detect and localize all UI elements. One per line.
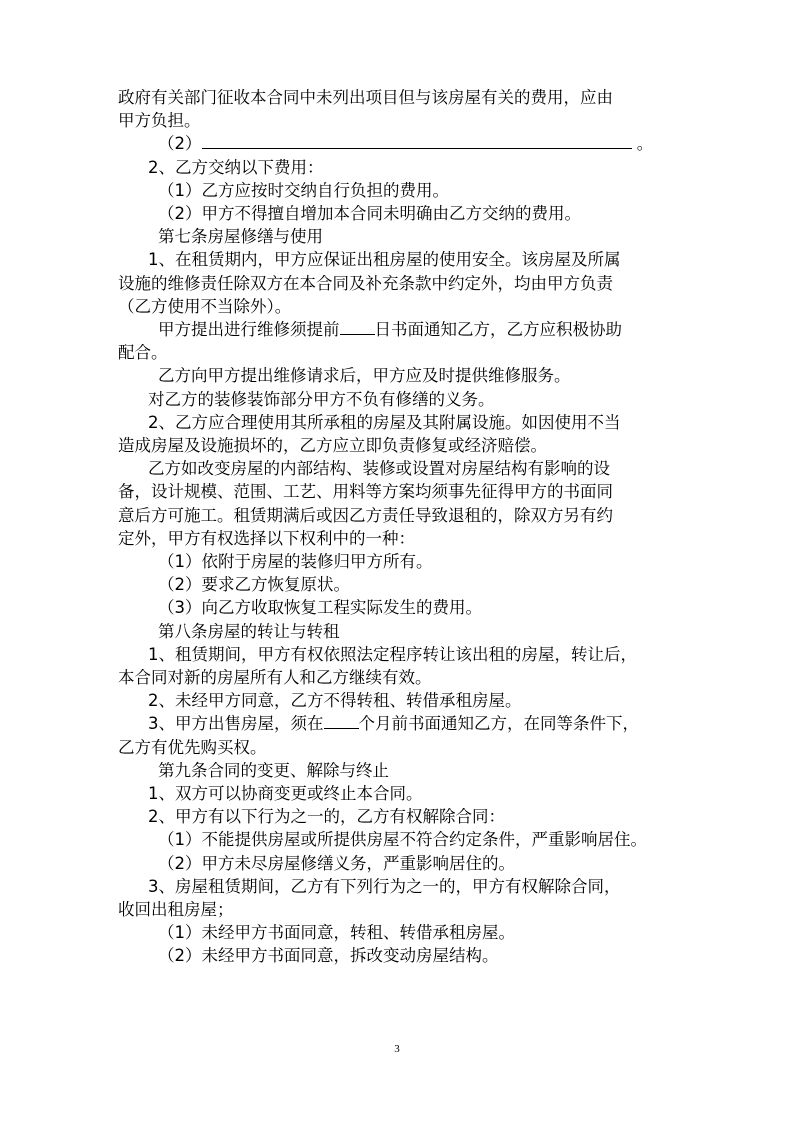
text-run: 1、租赁期间，甲方有权依照法定程序转让该出租的房屋，转让后， (148, 644, 637, 664)
text-run: 配合。 (118, 343, 168, 363)
text-run: （3）向乙方收取恢复工程实际发生的费用。 (158, 598, 482, 618)
text-line (158, 760, 389, 782)
text-run: 1、双方可以协商变更或终止本合同。 (148, 784, 423, 803)
text-run: （1）依附于房屋的装修归甲方所有。 (158, 552, 433, 571)
text-line (118, 737, 267, 759)
text-run: （2）甲方不得擅自增加本合同未明确由乙方交纳的费用。 (158, 204, 581, 223)
text-line (118, 505, 613, 527)
text-line (148, 713, 639, 735)
text-run: 第九条合同的变更、解除与终止 (158, 760, 389, 780)
text-run: （2）未经甲方书面同意，拆改变动房屋结构。 (158, 946, 499, 966)
text-run: 本合同对新的房屋所有人和乙方继续有效。 (118, 668, 432, 687)
text-run: 收回出租房屋； (118, 900, 234, 919)
text-line (148, 783, 423, 805)
text-line (148, 644, 637, 666)
text-line (158, 133, 653, 155)
text-line (118, 899, 234, 921)
text-run: 政府有关部门征收本合同中未列出项目但与该房屋有关的费用，应由 (118, 88, 613, 107)
text-run: （2） (158, 134, 202, 154)
text-run: 乙方向甲方提出维修请求后，甲方应及时提供维修服务。 (158, 366, 571, 386)
text-line (148, 876, 621, 898)
text-line (148, 389, 495, 411)
text-run: 第八条房屋的转让与转租 (158, 621, 340, 641)
text-line (158, 226, 323, 248)
text-run: 乙方有优先购买权。 (118, 737, 267, 757)
text-line (158, 829, 647, 851)
fill-in-blank (324, 713, 359, 729)
text-run: （1）未经甲方书面同意，转租、转借承租房屋。 (158, 923, 515, 943)
text-line (118, 110, 201, 132)
text-run: 2、乙方交纳以下费用： (148, 157, 324, 177)
fill-in-blank (202, 133, 632, 149)
text-run: 意后方可施工。租赁期满后或因乙方责任导致退租的，除双方另有约 (118, 505, 613, 525)
text-line (148, 412, 621, 434)
text-line (158, 597, 482, 619)
text-line (118, 87, 613, 109)
text-run: （2）甲方未尽房屋修缮义务，严重影响居住的。 (158, 853, 515, 873)
text-line (158, 319, 622, 341)
text-line (148, 806, 505, 828)
text-run: 甲方负担。 (118, 111, 201, 131)
text-line (158, 551, 433, 573)
text-line (158, 945, 499, 967)
text-line (158, 203, 581, 225)
fill-in-blank (340, 319, 375, 335)
text-line (118, 435, 547, 457)
text-run: 1、在租赁期内，甲方应保证出租房屋的使用安全。该房屋及所属 (148, 250, 621, 270)
text-run: 备，设计规模、范围、工艺、用料等方案均须事先征得甲方的书面同 (118, 482, 613, 502)
text-line (118, 528, 415, 550)
text-line (118, 481, 613, 503)
text-line (158, 365, 571, 387)
text-line (118, 667, 432, 689)
text-run: 。 (631, 134, 654, 154)
text-line (158, 922, 515, 944)
text-run: 第七条房屋修缮与使用 (158, 227, 323, 247)
text-run: 3、房屋租赁期间，乙方有下列行为之一的，甲方有权解除合同， (148, 876, 621, 896)
text-line (158, 853, 515, 875)
text-run: 2、甲方有以下行为之一的，乙方有权解除合同： (148, 807, 505, 827)
page-number: 3 (394, 1043, 400, 1055)
text-run: 对乙方的装修装饰部分甲方不负有修缮的义务。 (148, 389, 495, 409)
text-run: 2、未经甲方同意，乙方不得转租、转借承租房屋。 (148, 691, 522, 711)
text-run: （2）要求乙方恢复原状。 (158, 575, 350, 595)
text-line (148, 249, 621, 271)
text-run: 乙方如改变房屋的内部结构、装修或设置对房屋结构有影响的设 (148, 459, 610, 479)
text-line (148, 157, 324, 179)
text-line (148, 690, 522, 712)
text-run: 个月前书面通知乙方，在同等条件下， (358, 714, 639, 734)
text-line (118, 342, 168, 364)
text-run: （1）不能提供房屋或所提供房屋不符合约定条件，严重影响居住。 (158, 830, 647, 850)
text-run: （1）乙方应按时交纳自行负担的费用。 (158, 180, 449, 200)
text-run: 2、乙方应合理使用其所承租的房屋及其附属设施。如因使用不当 (148, 412, 621, 432)
text-run: 造成房屋及设施损坏的，乙方应立即负责修复或经济赔偿。 (118, 436, 547, 455)
text-run: 定外，甲方有权选择以下权利中的一种： (118, 528, 415, 548)
text-run: 甲方提出进行维修须提前 (158, 320, 340, 339)
text-run: 设施的维修责任除双方在本合同及补充条款中约定外，均由甲方负责 (118, 273, 613, 293)
text-run: 3、甲方出售房屋，须在 (148, 714, 324, 734)
text-line (158, 621, 340, 643)
text-line (118, 273, 613, 295)
text-run: 日书面通知乙方，乙方应积极协助 (374, 320, 622, 339)
text-run: （乙方使用不当除外）。 (118, 296, 292, 316)
text-line (148, 458, 610, 480)
text-line (118, 296, 291, 318)
text-line (158, 574, 350, 596)
text-line (158, 180, 449, 202)
